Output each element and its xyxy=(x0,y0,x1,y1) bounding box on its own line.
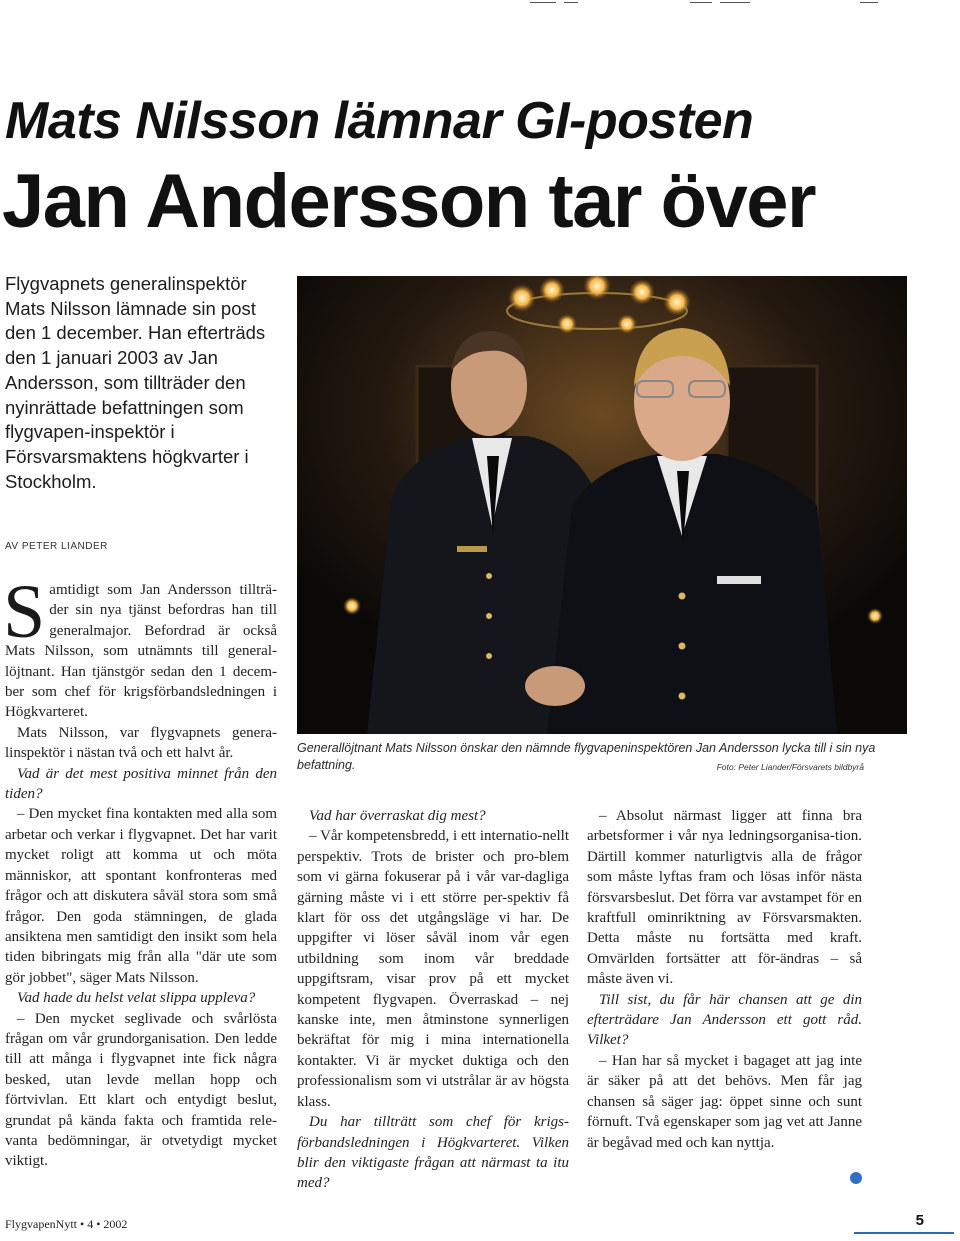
lede-paragraph: Flygvapnets generalinspektör Mats Nilsson lämnade sin post den 1 december. Han efterträds den 1 januari 2003 av Jan Andersson, som tillträder den nyinrättade befattningen som flygvapen-inspektör i Försvarsmaktens högkvarter i Stockholm. xyxy=(5,273,266,492)
answer-2: – Den mycket seglivade och svårlösta frågan om vår grundorganisation. Den ledde till att många i flygvapnet inte fick några besked, utan levde mellan hopp och förtvivlan. Ett klart och entydigt beslut, grundat på kända fakta och framtida rele-vanta bedömningar, är otvetydigt mycket viktigt. xyxy=(5,1010,277,1170)
body-column-2 xyxy=(297,806,569,1194)
end-bullet-icon xyxy=(850,1172,862,1184)
byline: AV PETER LIANDER xyxy=(5,541,108,552)
handshake xyxy=(525,666,585,706)
answer-4: – Absolut närmast ligger att finna bra arbetsformer i vår nya ledningsorganisa-tion. Därtill kommer naturligtvis alla de frågor som måste lyftas fram och lösas inför nästa försvarsbeslut. Det förra var avstampet för en kraftfull ominriktning av Försvarsmakten. Detta måste nu fortsätta med kraft. Omvärlden fortsätter att för-ändras – så måste även vi. xyxy=(587,808,862,988)
footer-rule xyxy=(854,1232,954,1234)
scan-marks xyxy=(520,0,880,6)
body-paragraph-2: Mats Nilsson, var flygvapnets genera-linspektör i nästan två och ett halvt år. xyxy=(5,724,277,762)
answer-5: – Han har så mycket i bagaget att jag inte är säker på att det behövs. Men får jag chansen så säger jag: öppet sinne och sunt förnuft. Två egenskaper som jag vet att Janne är begåvad med och kan nyttja. xyxy=(587,1052,862,1151)
headline-line1: Mats Nilsson lämnar GI-posten xyxy=(5,92,754,150)
publication-footer: FlygvapenNytt • 4 • 2002 xyxy=(5,1217,128,1231)
drop-cap: S xyxy=(3,570,46,654)
body-paragraph-1: amtidigt som Jan Andersson tillträ-der sin nya tjänst befordras han till generalmajor. Befordrad är också Mats Nilsson, som utnämnts till general-löjtnant. Han tjänstgör sedan den 1 decem-ber som chef för krigsförbandsledningen i Högkvarteret. xyxy=(5,582,277,721)
body-column-3 xyxy=(587,806,862,1153)
answer-3: – Vår kompetensbredd, i ett internatio-nellt perspektiv. Trots de brister och pro-blem som vi gärna fokuserar på i vår var-dagliga gärning måste vi i ett större per-spektiv få klart för oss det utgångsläge vi har. De uppgifter vi löser såväl inom vår egen utbildning som inom vår breddade uppgiftsram, visar prov på ett mycket kompetent flygvapen. Överraskad – nej kanske inte, men åtminstone synnerligen bekräftat för mig i mina internationella kontakter. Vi är mycket duktiga och den professionalism som vi utstrålar är av högsta klass. xyxy=(297,828,569,1110)
photo-two-officers-handshake xyxy=(297,276,907,734)
body-column-1 xyxy=(3,570,277,1172)
headline-line2: Jan Andersson tar över xyxy=(2,159,816,244)
page-number: 5 xyxy=(915,1212,924,1229)
article-photo xyxy=(297,276,907,734)
question-1: Vad är det mest positiva minnet från den tiden? xyxy=(5,765,277,803)
photo-caption: Generallöjtnant Mats Nilsson önskar den nämnde flygvapeninspektören Jan Andersson lycka till i sin nya befattning. xyxy=(297,741,876,772)
question-5: Till sist, du får här chansen att ge din efterträdare Jan Andersson ett gott råd. Vilket? xyxy=(587,991,862,1049)
question-3: Vad har överraskat dig mest? xyxy=(309,808,486,824)
question-4: Du har tillträtt som chef för krigs-förbandsledningen i Högkvarteret. Vilken blir den viktigaste frågan att närmast ta itu med? xyxy=(297,1114,569,1192)
photo-credit: Foto: Peter Liander/Försvarets bildbyrå xyxy=(716,762,864,772)
question-2: Vad hade du helst velat slippa uppleva? xyxy=(17,990,256,1007)
answer-1: – Den mycket fina kontakten med alla som arbetar och verkar i flygvapnet. Det har varit mycket roligt att komma ut och möta människor, att spontant konfronteras med frågor och att diskutera såväl stora som små frågor. Den goda stämningen, de glada ansiktena men samtidigt den insikt som hela tiden bibringats mig från alla "där ute som gör jobbet", säger Mats Nilsson. xyxy=(5,806,277,986)
